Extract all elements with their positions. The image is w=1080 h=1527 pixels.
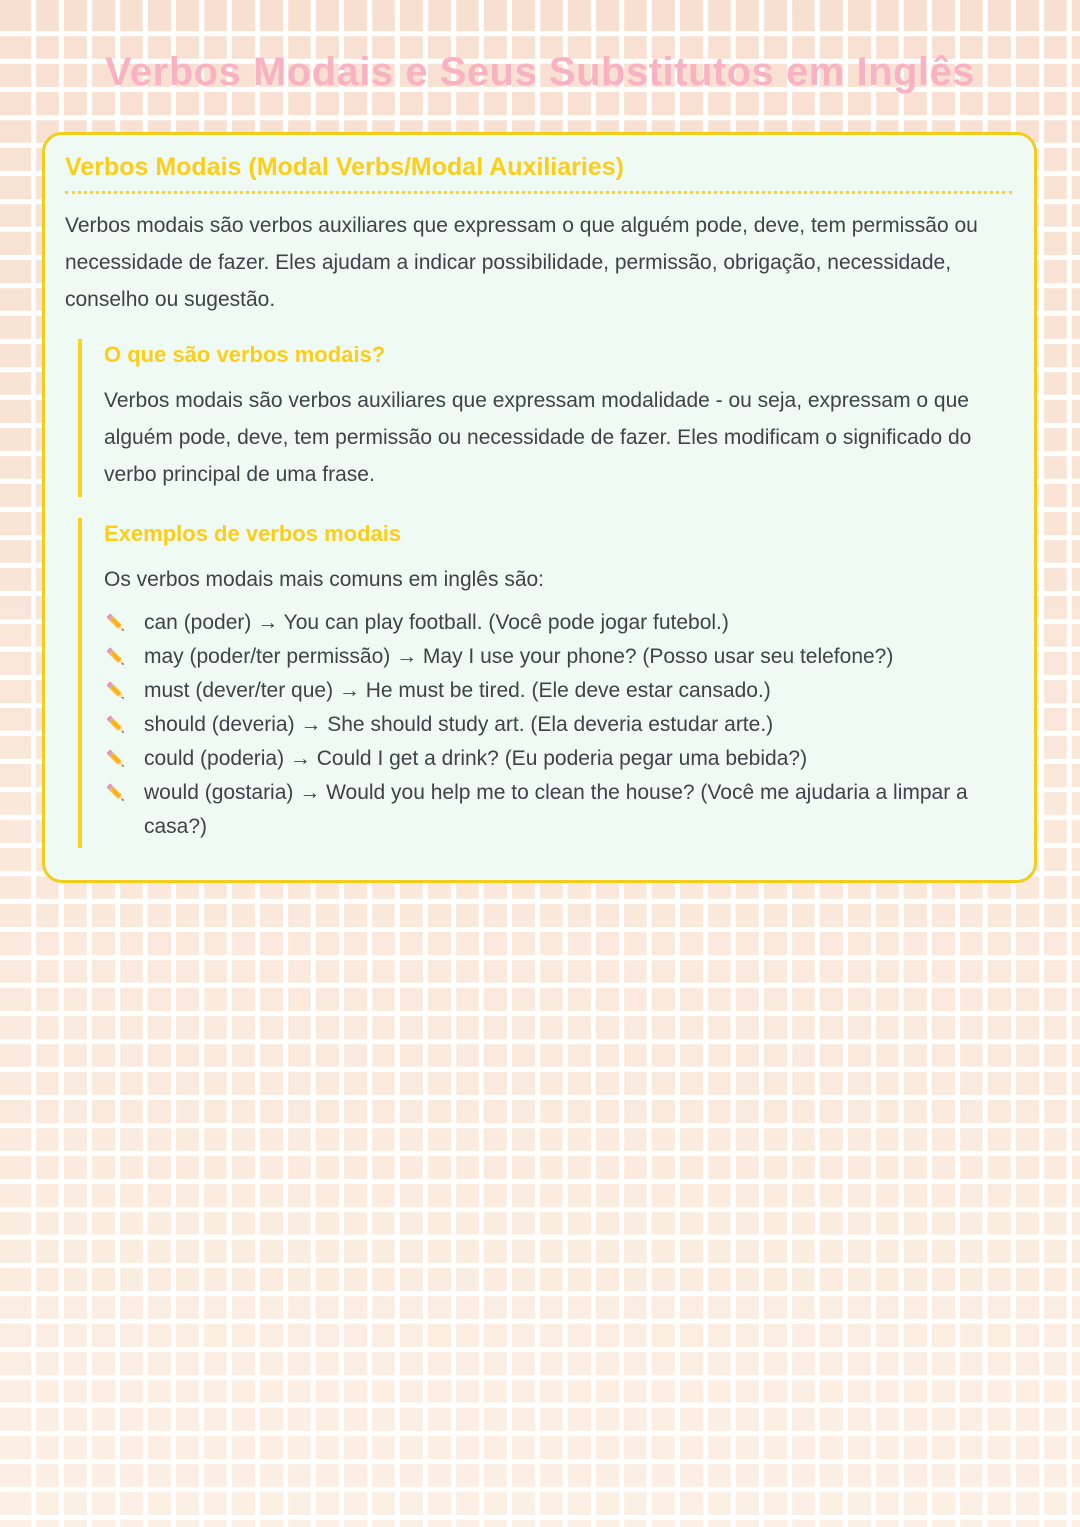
list-item-text: could (poderia) → Could I get a drink? (Eu poderia pegar uma bebida?) [144,747,808,770]
pencil-icon [104,713,129,738]
pencil-icon [104,611,129,636]
subsection-heading: O que são verbos modais? [104,342,386,367]
subsection-examples [78,518,1012,848]
card-intro-paragraph: Verbos modais são verbos auxiliares que expressam o que alguém pode, deve, tem permissão ou necessidade de fazer. Eles ajudam a indicar possibilidade, permissão, obrigação, necessidade, conselho ou sugestão. [65,214,978,311]
list-item [104,708,1012,742]
subsection-paragraph: Verbos modais são verbos auxiliares que expressam modalidade - ou seja, expressam o que alguém pode, deve, tem permissão ou necessidade de fazer. Eles modificam o significado do verbo principal de uma frase. [104,389,972,486]
subsection-heading: Exemplos de verbos modais [104,521,402,546]
list-item-text: should (deveria) → She should study art. (Ela deveria estudar arte.) [144,713,774,736]
list-item-text: must (dever/ter que) → He must be tired. (Ele deve estar cansado.) [144,679,771,702]
list-item [104,674,1012,708]
list-item [104,742,1012,776]
content-card [42,132,1037,883]
list-item-text: would (gostaria) → Would you help me to clean the house? (Você me ajudaria a limpar a casa?) [144,781,968,838]
list-item-text: can (poder) → You can play football. (Você pode jogar futebol.) [144,611,729,634]
pencil-icon [104,747,129,772]
pencil-icon [104,781,129,806]
list-item-text: may (poder/ter permissão) → May I use your phone? (Posso usar seu telefone?) [144,645,894,668]
pencil-icon [104,679,129,704]
list-item [104,606,1012,640]
pencil-icon [104,645,129,670]
modal-verb-examples-list [104,606,1012,844]
subsection-what-are-modal-verbs [78,339,1012,497]
card-heading: Verbos Modais (Modal Verbs/Modal Auxiliaries) [65,153,1012,194]
page-title: Verbos Modais e Seus Substitutos em Inglês [104,50,976,94]
subsection-paragraph: Os verbos modais mais comuns em inglês são: [104,568,545,591]
list-item [104,776,1012,844]
list-item [104,640,1012,674]
